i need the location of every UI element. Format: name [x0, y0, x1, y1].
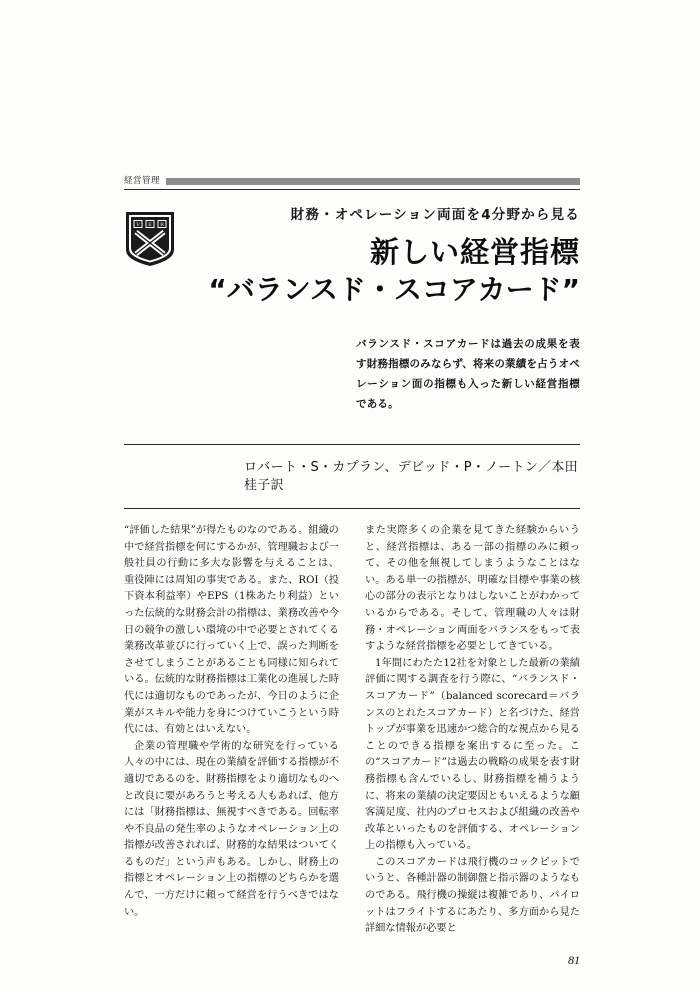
article-title-line2: “バランスド・スコアカード”: [208, 273, 580, 306]
article-deck: バランスド・スコアカードは過去の成果を表す財務指標のみならず、将来の業績を占うオペレーション面の指標も入った新しい経営指標である。: [356, 338, 580, 410]
byline-rule-top: [124, 444, 580, 445]
body-column-right: [365, 523, 580, 938]
running-head: [124, 170, 580, 186]
paragraph: また実際多くの企業を見てきた経験からいうと、経営指標は、ある一部の指標のみに頼って、その他を無視してしまうようなことはない。ある単一の指標が、明確な目標や事業の核心の部分の表示となりはしないことがわかっているからである。そして、管理職の人々は財務・オペレーション両面をバランスをもって表すような経営指標を必要としてきている。: [365, 525, 580, 653]
running-head-bar: [166, 178, 580, 185]
running-head-label: 経営管理: [124, 176, 161, 186]
title-block: [124, 204, 580, 308]
svg-text:R: R: [160, 222, 164, 228]
body-columns: [124, 523, 580, 938]
paragraph: このスコアカードは飛行機のコックピットでいうと、各種計器の制御盤と指示器のようなものである。飛行機の操縦は複雑であり、パイロットはフライトするにあたり、多方面から見た詳細な情報が必要と: [365, 856, 580, 935]
article-kicker: 財務・オペレーション両面を4分野から見る: [290, 207, 580, 223]
paragraph: 企業の管理職や学術的な研究を行っている人々の中には、現在の業績を評価する指標が不適切であるのを、財務指標をより適切なものへと改良に要があろうと考える人もあれば、他方には「財務指標は、無視すべきである。回転率や不良品の発生率のようなオペレーション上の指標が改善されれば、財務的な結果はついてくるものだ」という声もある。しかし、財務上の指標とオペレーション上の指標のどちらかを選んで、一方だけに頼って経営を行うべきではない。: [124, 740, 339, 918]
page-number: 81: [568, 952, 580, 967]
paragraph: 1年間にわたた12社を対象とした最新の業績評価に関する調査を行う際に、“バランスド・スコアカード”（balanced scorecard＝バランスのとれたスコアカード）と名づけた、経営トップが事業を迅速かつ総合的な視点から見ることのできる指標を案出するに至った。この“スコアカード”は過去の戦略の成果を表す財務指標も含んでいるし、財務指標を補うように、将来の業績の決定要因ともいえるような顧客満足度、社内のプロセスおよび組織の改善や改革といったものを評価する、オペレーション上の指標も入っている。: [365, 657, 580, 852]
body-column-left: [124, 523, 339, 938]
paragraph: “評価した結果”が得たものなのである。組織の中で経営指標を何にするかが、管理職および一般社員の行動に多大な影響を与えることは、 重役陣には周知の事実である。また、ROI（投下資本利益率）やEPS（1株あたり利益）といった伝統的な財務会計の指標は、業務改善や今日の競争の激しい環境の中で必要とされてくる業務改革並びに行っていく上で、誤った判断をさせてしまうことがあることも同様に知られている。伝統的な財務指標は工業化の進展した時代には適切なものであったが、今日のように企業がスキルや能力を身につけていこうという時代には、有効とはいえない。: [124, 525, 339, 736]
harvard-crest-icon: [124, 210, 176, 268]
article-title: [190, 234, 580, 308]
article-content: [124, 170, 592, 967]
article-title-line1: 新しい経営指標: [369, 235, 580, 269]
svg-text:E: E: [148, 222, 152, 228]
svg-text:V: V: [136, 222, 140, 228]
running-head-rule: [124, 189, 580, 190]
title-texts: [190, 204, 580, 308]
byline-rule-bottom: [124, 508, 580, 509]
article-byline: ロバート・S・カプラン、デビッド・P・ノートン／本田 桂子訳: [244, 460, 592, 493]
